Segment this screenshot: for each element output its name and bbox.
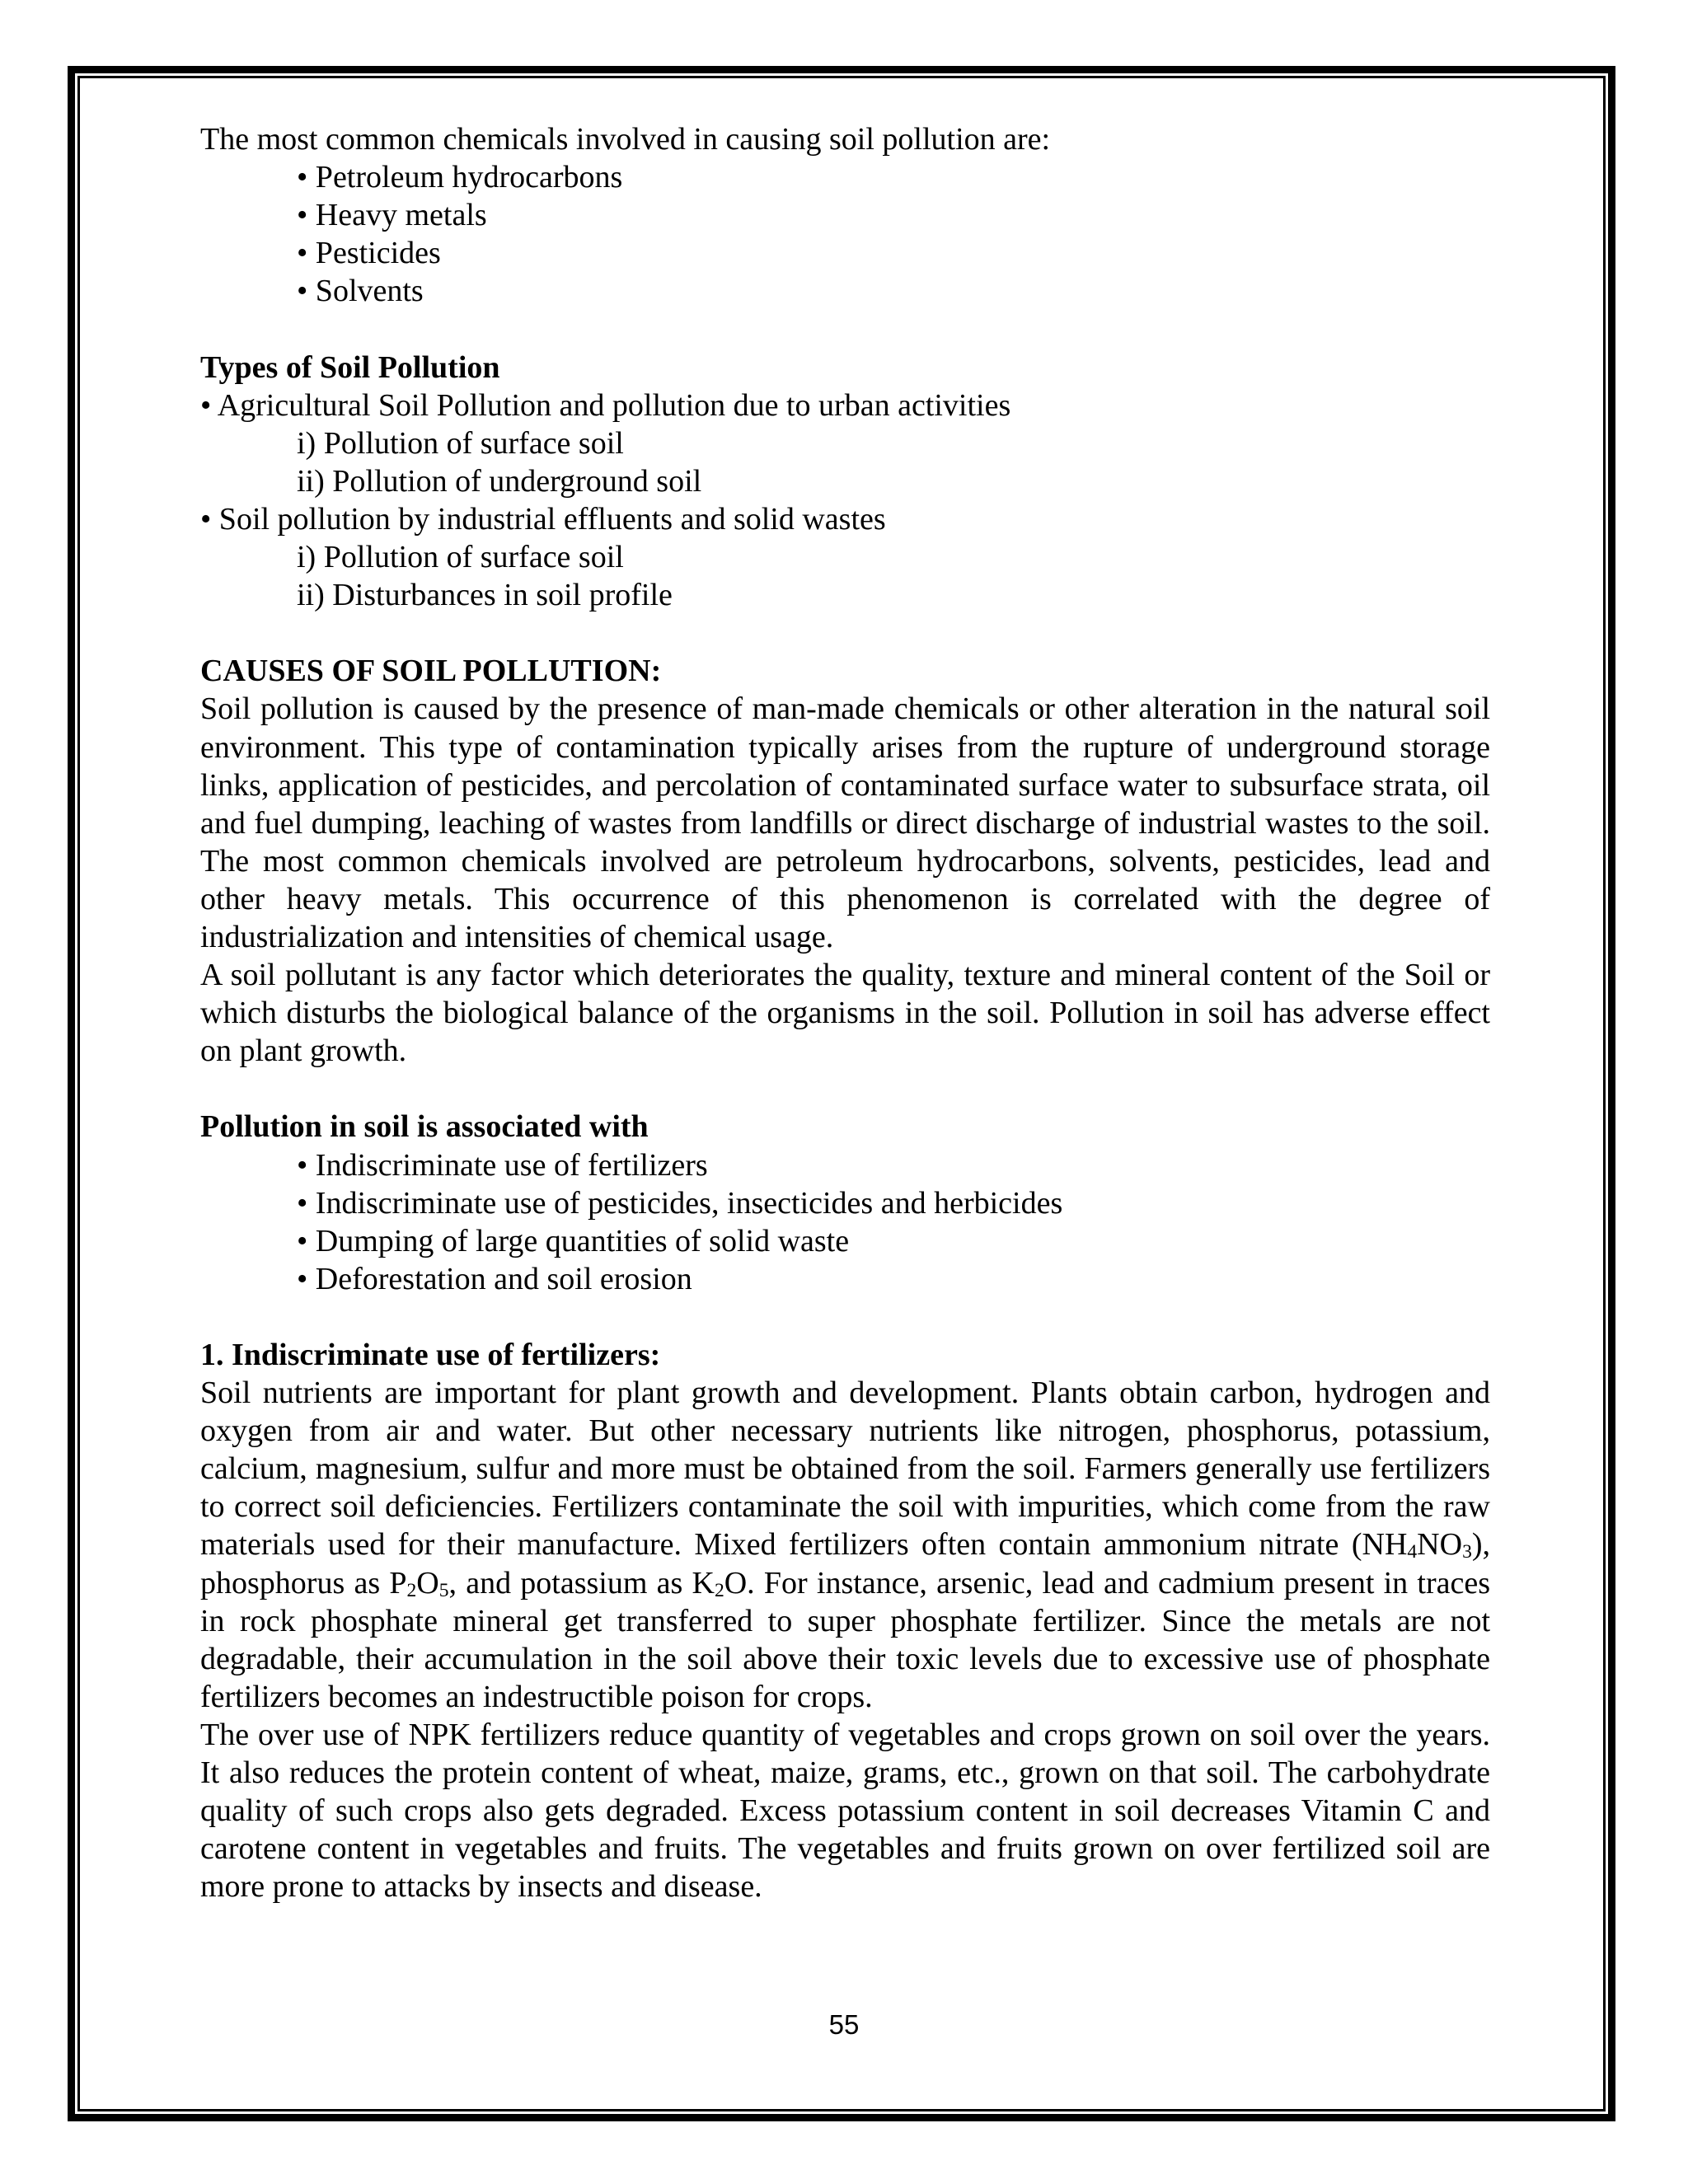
chemical-item: • Pesticides bbox=[297, 236, 441, 271]
causes-paragraph: Soil pollution is caused by the presence of man-made chemicals or other alteration in the natural soil environment. This type of contamination typically arises from the rupture of underground storage links, application of pesticides, and percolation of contaminated surface water to subsurface strata, oil and fuel dumping, leaching of wastes from landfills or direct discharge of industrial wastes to the soil. The most common chemicals involved are petroleum hydrocarbons, solvents, pesticides, lead and other heavy metals. This occurrence of this phenomenon is correlated with the degree of industrialization and intensities of chemical usage. bbox=[200, 691, 1490, 954]
chemical-item: • Solvents bbox=[297, 274, 424, 309]
pollutant-paragraph: A soil pollutant is any factor which deteriorates the quality, texture and mineral content of the Soil or which disturbs the biological balance of the organisms in the soil. Pollution in soil has adverse effect on plant growth. bbox=[200, 958, 1490, 1069]
associated-item: • Dumping of large quantities of solid waste bbox=[297, 1223, 850, 1258]
page-number: 55 bbox=[828, 2009, 860, 2040]
page-content bbox=[200, 120, 1490, 1905]
causes-heading: CAUSES OF SOIL POLLUTION: bbox=[200, 654, 662, 689]
associated-heading: Pollution in soil is associated with bbox=[200, 1109, 649, 1145]
fertilizers-heading: 1. Indiscriminate use of fertilizers: bbox=[200, 1338, 661, 1372]
chemical-item: • Petroleum hydrocarbons bbox=[297, 160, 623, 195]
intro-line: The most common chemicals involved in causing soil pollution are: bbox=[200, 122, 1051, 157]
fertilizers-paragraph: Soil nutrients are important for plant growth and development. Plants obtain carbon, hydrogen and oxygen from air and water. But other necessary nutrients like nitrogen, phosphorus, potassium, calcium, magnesium, sulfur and more must be obtained from the soil. Farmers generally use fertilizers to correct soil deficiencies. Fertilizers contaminate the soil with impurities, which come from the raw materials used for their manufacture. Mixed fertilizers often contain ammonium nitrate $(NH_4NO_3)$, phosphorus as $P_2O_5$, and potassium as $K_2O$. For instance, arsenic, lead and cadmium present in traces in rock phosphate mineral get transferred to super phosphate fertilizer. Since the metals are not degradable, their accumulation in the soil above their toxic levels due to excessive use of phosphate fertilizers becomes an indestructible poison for crops. bbox=[200, 1376, 1491, 1714]
type-subitem: i) Pollution of surface soil bbox=[297, 540, 624, 575]
type-subitem: ii) Disturbances in soil profile bbox=[297, 578, 673, 613]
type-item: • Agricultural Soil Pollution and pollution due to urban activities bbox=[200, 387, 1011, 423]
associated-item: • Indiscriminate use of fertilizers bbox=[297, 1147, 708, 1183]
type-subitem: i) Pollution of surface soil bbox=[297, 425, 624, 461]
type-subitem: ii) Pollution of underground soil bbox=[297, 463, 702, 499]
associated-item: • Deforestation and soil erosion bbox=[297, 1261, 692, 1296]
type-item: • Soil pollution by industrial effluents and solid wastes bbox=[200, 501, 886, 537]
npk-paragraph: The over use of NPK fertilizers reduce quantity of vegetables and crops grown on soil over the years. It also reduces the protein content of wheat, maize, grams, etc., grown on that soil. The carbohydrate quality of such crops also gets degraded. Excess potassium content in soil decreases Vitamin C and carotene content in vegetables and fruits. The vegetables and fruits grown on over fertilized soil are more prone to attacks by insects and disease. bbox=[200, 1717, 1490, 1905]
associated-item: • Indiscriminate use of pesticides, insecticides and herbicides bbox=[297, 1185, 1063, 1221]
chemical-item: • Heavy metals bbox=[297, 198, 487, 233]
types-heading: Types of Soil Pollution bbox=[200, 349, 500, 385]
